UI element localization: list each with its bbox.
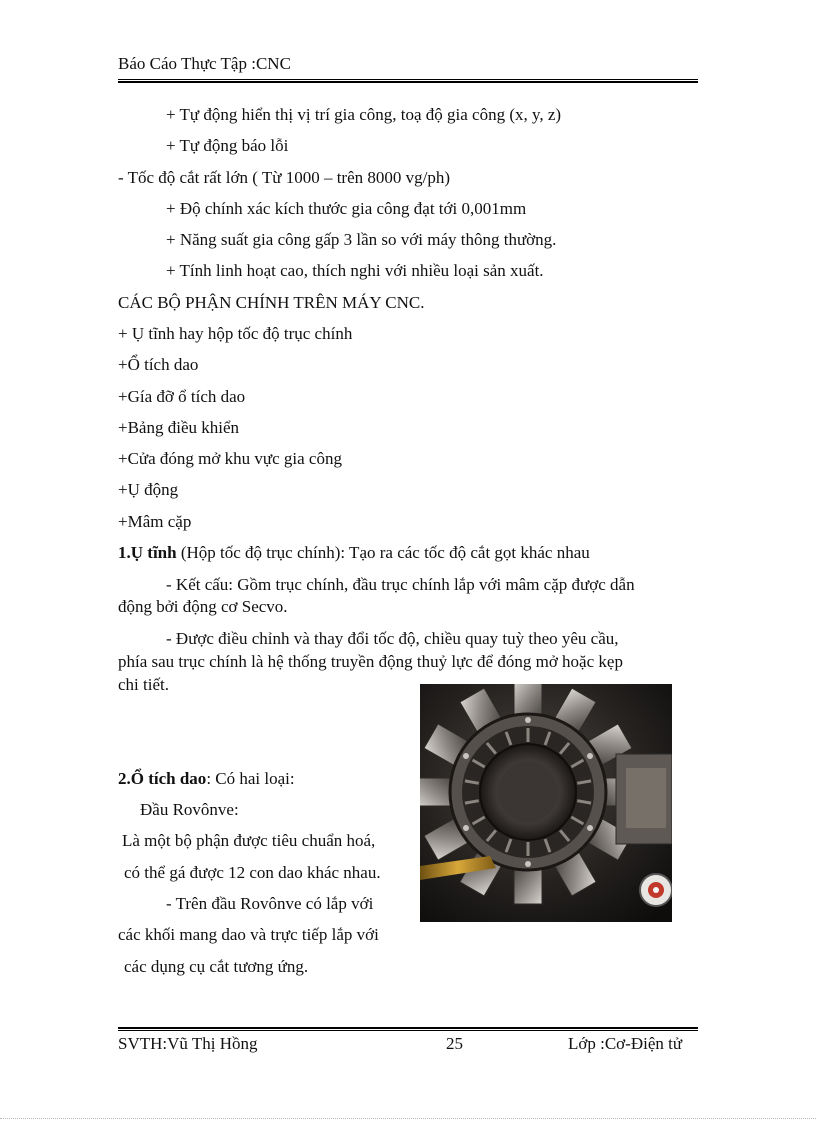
list-item: +Ụ động — [118, 480, 179, 499]
paragraph-line: - Trên đầu Rovônve có lắp với — [166, 894, 374, 913]
section-1-desc: (Hộp tốc độ trục chính): Tạo ra các tốc độ cắt gọt khác nhau — [176, 543, 590, 562]
paragraph-line: phía sau trục chính là hệ thống truyền động thuỷ lực để đóng mở hoặc kẹp — [118, 652, 623, 671]
section-1-heading — [118, 542, 590, 564]
list-item: + Ụ tĩnh hay hộp tốc độ trục chính — [118, 324, 353, 343]
section-2-desc: : Có hai loại: — [206, 769, 295, 788]
bullet-line: + Tự động báo lỗi — [166, 136, 289, 155]
bullet-line: + Năng suất gia công gấp 3 lần so với máy thông thường. — [166, 230, 557, 249]
turret-photo — [420, 684, 672, 922]
section-2-title: 2.Ổ tích dao — [118, 769, 207, 788]
list-item: +Gía đỡ ổ tích dao — [118, 387, 246, 406]
paragraph-line: Là một bộ phận được tiêu chuẩn hoá, — [122, 831, 376, 850]
list-item: +Cửa đóng mở khu vực gia công — [118, 449, 342, 468]
bullet-line: + Độ chính xác kích thước gia công đạt tới 0,001mm — [166, 199, 527, 218]
paragraph-line: có thể gá được 12 con dao khác nhau. — [124, 863, 381, 882]
paragraph-line: - Được điều chỉnh và thay đổi tốc độ, chiều quay tuỳ theo yêu cầu, — [166, 629, 619, 648]
paragraph-line: các khối mang dao và trực tiếp lắp với — [118, 925, 379, 944]
footer-author: SVTH:Vũ Thị Hồng — [118, 1034, 258, 1053]
paragraph-line: các dụng cụ cắt tương ứng. — [124, 957, 309, 976]
list-item: +Mâm cặp — [118, 512, 192, 531]
paragraph-line: chi tiết. — [118, 675, 169, 694]
list-item: +Bảng điều khiển — [118, 418, 240, 437]
page-number: 25 — [446, 1034, 463, 1053]
paragraph-line: - Kết cấu: Gồm trục chính, đầu trục chính lắp với mâm cặp được dẫn — [166, 575, 635, 594]
footer-class: Lớp :Cơ-Điện tử — [568, 1034, 683, 1053]
footer-rule — [118, 1027, 698, 1031]
header-title: Báo Cáo Thực Tập :CNC — [118, 54, 291, 73]
header-rule — [118, 79, 698, 83]
text-line: - Tốc độ cắt rất lớn ( Từ 1000 – trên 8000 vg/ph) — [118, 168, 451, 187]
paragraph-line: Đầu Rovônve: — [140, 800, 239, 819]
section-1-title: 1.Ụ tĩnh — [118, 543, 177, 562]
section-2-heading — [118, 768, 295, 790]
bullet-line: + Tính linh hoạt cao, thích nghi với nhiều loại sản xuất. — [166, 261, 544, 280]
section-heading: CÁC BỘ PHẬN CHÍNH TRÊN MÁY CNC. — [118, 293, 425, 312]
page-edge — [0, 1118, 816, 1119]
bullet-line: + Tự động hiển thị vị trí gia công, toạ độ gia công (x, y, z) — [166, 105, 562, 124]
list-item: +Ổ tích dao — [118, 355, 199, 374]
paragraph-line: động bởi động cơ Secvo. — [118, 597, 288, 616]
